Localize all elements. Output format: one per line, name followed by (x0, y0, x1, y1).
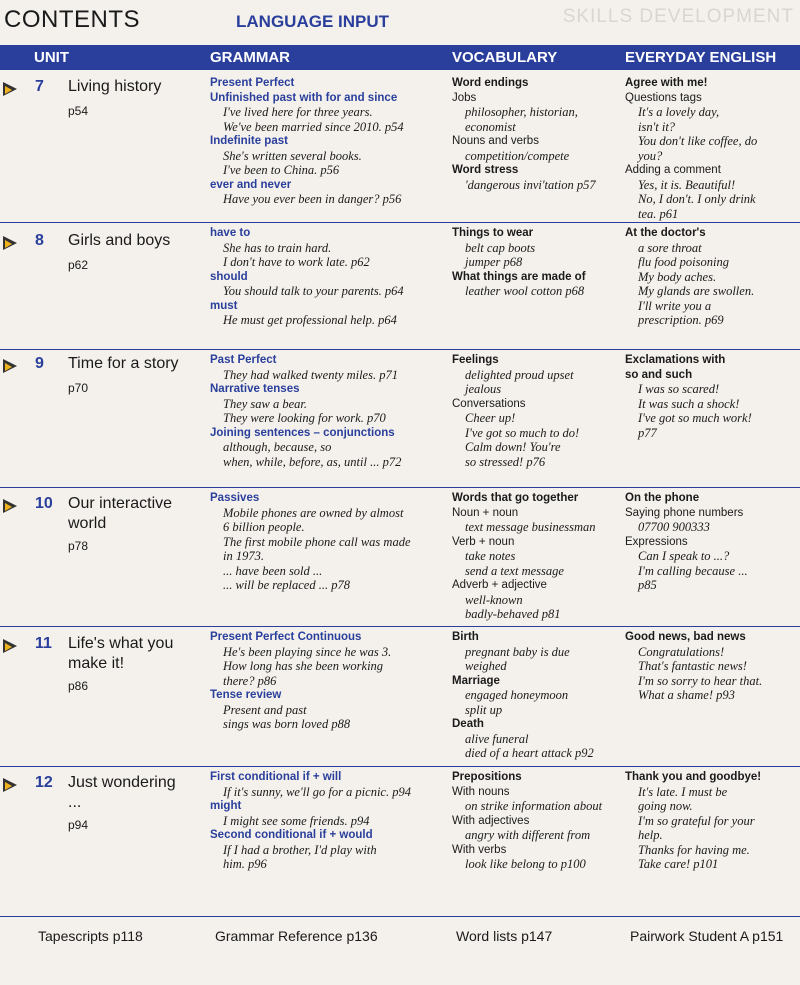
example-line: She has to train hard. (223, 240, 332, 255)
everyday-column (625, 226, 797, 328)
example-line: I've been to China. p56 (223, 163, 340, 177)
section-label: What things are made of (452, 270, 586, 283)
example-line: p77 (638, 425, 657, 440)
example-line: He's been playing since he was 3. (223, 644, 392, 659)
section-label: Death (452, 718, 484, 730)
example-line: The first mobile phone call was made (223, 534, 411, 549)
vocab-column (452, 76, 617, 192)
example-line: died of a heart attack p92 (465, 746, 594, 760)
example-line: flu food poisoning (638, 255, 729, 269)
example-line: p85 (638, 578, 657, 592)
grammar-column (210, 76, 445, 207)
example-line: there? p86 (223, 673, 277, 688)
everyday-column (625, 491, 797, 593)
example-line: They saw a bear. (223, 396, 308, 411)
section-label: Adding a comment (625, 164, 721, 176)
section-label: should (210, 270, 248, 283)
example-line: leather wool cotton p68 (465, 284, 585, 298)
example-line: prescription. p69 (638, 313, 724, 327)
section-label: Adverb + adjective (452, 579, 547, 591)
example-line: Can I speak to ...? (638, 549, 730, 563)
unit-title[interactable]: Life's what you make it! (68, 635, 174, 672)
example-line: alive funeral (465, 731, 529, 746)
example-line: It's late. I must be (638, 784, 728, 799)
example-line: They were looking for work. p70 (223, 411, 386, 425)
unit-number: 10 (35, 495, 53, 512)
example-line: well-known (465, 592, 523, 607)
example-line: isn't it? (638, 119, 676, 134)
vocab-column (452, 770, 617, 872)
section-label: With adjectives (452, 814, 530, 827)
example-line: If I had a brother, I'd play with (223, 842, 377, 857)
example-line: I was so scared! (638, 382, 720, 396)
footer-pairwork[interactable]: Pairwork Student A p151 (630, 928, 784, 944)
unit-marker-icon (3, 236, 17, 250)
section-label: Passives (210, 492, 260, 504)
example-line: competition/compete (465, 148, 570, 163)
section-label: Verb + noun (452, 535, 515, 548)
example-line: Mobile phones are owned by almost (223, 505, 404, 520)
vocab-column (452, 353, 617, 469)
example-line: It's a lovely day, (638, 105, 720, 119)
everyday-column (625, 770, 797, 872)
unit-page: p62 (68, 258, 89, 272)
example-line: take notes (465, 549, 516, 563)
unit-page: p54 (68, 104, 89, 118)
example-line: angry with different from (465, 828, 591, 842)
section-label: Word stress (452, 164, 519, 176)
example-line: No, I don't. I only drink (638, 192, 756, 206)
section-label: Unfinished past with for and since (210, 91, 398, 104)
section-label: Jobs (452, 91, 477, 104)
section-label: Questions tags (625, 91, 702, 104)
example-line: delighted proud upset (465, 367, 574, 382)
section-label: Indefinite past (210, 135, 288, 147)
unit-marker-icon (3, 499, 17, 513)
section-label: Past Perfect (210, 354, 277, 366)
section-label: Saying phone numbers (625, 506, 744, 519)
header-grammar: GRAMMAR (210, 49, 290, 66)
example-line: going now. (638, 799, 693, 813)
example-line: in 1973. (223, 549, 264, 563)
section-label: have to (210, 227, 251, 239)
example-line: 6 billion people. (223, 520, 305, 534)
section-label: Words that go together (452, 492, 579, 504)
example-line: 'dangerous invi'tation p57 (465, 177, 596, 192)
unit-marker-icon (3, 359, 17, 373)
skills-development-ghost: SKILLS DEVELOPMENT (562, 6, 794, 27)
unit-row (0, 72, 800, 223)
example-line: help. (638, 828, 663, 842)
example-line: sings was born loved p88 (223, 717, 351, 731)
example-line: badly-behaved p81 (465, 607, 561, 621)
section-label: Second conditional if + would (210, 829, 373, 841)
example-line: ... will be replaced ... p78 (223, 578, 350, 592)
unit-title[interactable]: Girls and boys (68, 232, 171, 249)
example-line: I've got so much work! (638, 411, 752, 425)
column-header-bar (0, 45, 800, 70)
vocab-column (452, 630, 617, 761)
example-line: split up (465, 702, 503, 717)
example-line: engaged honeymoon (465, 688, 569, 702)
example-line: a sore throat (638, 240, 702, 255)
section-label: Good news, bad news (625, 631, 746, 643)
unit-row (0, 487, 800, 627)
section-label: Birth (452, 631, 479, 643)
section-label: Nouns and verbs (452, 135, 539, 147)
grammar-column (210, 770, 445, 872)
unit-page: p70 (68, 381, 89, 395)
example-line: I don't have to work late. p62 (223, 255, 370, 269)
footer-word-lists[interactable]: Word lists p147 (456, 928, 553, 944)
example-line: How long has she been working (223, 659, 384, 673)
example-line: I'm so grateful for your (638, 813, 755, 828)
contents-title: CONTENTS (4, 6, 140, 33)
footer-tapescripts[interactable]: Tapescripts p118 (38, 928, 143, 944)
example-line: although, because, so (223, 440, 332, 454)
example-line: You don't like coffee, do (638, 134, 758, 148)
unit-number: 12 (35, 774, 53, 791)
grammar-column (210, 226, 445, 328)
example-line: text message businessman (465, 520, 596, 534)
unit-page: p94 (68, 818, 89, 832)
example-line: ... have been sold ... (223, 563, 323, 578)
unit-row (0, 626, 800, 767)
section-label: Thank you and goodbye! (625, 771, 762, 783)
unit-page: p86 (68, 679, 89, 693)
section-label: Present Perfect (210, 77, 295, 89)
unit-marker-icon (3, 639, 17, 653)
section-label: On the phone (625, 492, 700, 504)
example-line: philosopher, historian, (465, 105, 578, 119)
example-line: My glands are swollen. (638, 284, 755, 298)
section-label: Noun + noun (452, 506, 519, 519)
grammar-column (210, 353, 445, 469)
unit-title[interactable]: Living history (68, 78, 162, 95)
unit-marker-icon (3, 778, 17, 792)
example-line: I'm calling because ... (638, 563, 748, 578)
example-line: Cheer up! (465, 411, 516, 425)
vocab-column (452, 226, 617, 299)
grammar-column (210, 491, 445, 593)
example-line: him. p96 (223, 857, 267, 871)
section-label: With nouns (452, 785, 510, 798)
unit-number: 8 (35, 232, 44, 249)
example-line: economist (465, 119, 516, 134)
header-unit: UNIT (34, 49, 69, 66)
example-line: They had walked twenty miles. p71 (223, 367, 398, 382)
section-label: Narrative tenses (210, 383, 300, 395)
example-line: jealous (465, 382, 502, 396)
header-everyday-english: EVERYDAY ENGLISH (625, 49, 777, 66)
unit-title[interactable]: Just wondering ... (68, 774, 176, 811)
unit-marker-icon (3, 82, 17, 96)
unit-row (0, 766, 800, 917)
example-line: Present and past (223, 702, 307, 717)
section-label: Exclamations with (625, 354, 726, 366)
everyday-column (625, 76, 797, 221)
example-line: I'm so sorry to hear that. (638, 673, 763, 688)
vocab-column (452, 491, 617, 622)
section-label: Present Perfect Continuous (210, 631, 362, 643)
footer-grammar-reference[interactable]: Grammar Reference p136 (215, 928, 378, 944)
section-label: Tense review (210, 689, 282, 701)
example-line: My body aches. (638, 269, 717, 284)
example-line: tea. p61 (638, 206, 679, 221)
section-label: Prepositions (452, 771, 522, 783)
unit-number: 11 (35, 635, 52, 652)
example-line: 07700 900333 (638, 520, 710, 534)
unit-page: p78 (68, 539, 89, 553)
section-label: First conditional if + will (210, 771, 342, 783)
section-label: Things to wear (452, 227, 534, 239)
example-line: What a shame! p93 (638, 688, 735, 702)
example-line: I might see some friends. p94 (223, 813, 370, 828)
example-line: If it's sunny, we'll go for a picnic. p94 (223, 784, 411, 799)
section-label: Feelings (452, 354, 499, 366)
unit-title[interactable]: Our interactive world (68, 495, 173, 532)
everyday-column (625, 630, 797, 703)
page-top (0, 0, 800, 44)
section-label: Expressions (625, 535, 688, 548)
section-label: At the doctor's (625, 227, 706, 239)
section-label: might (210, 800, 242, 812)
example-line: send a text message (465, 563, 564, 578)
everyday-column (625, 353, 797, 440)
grammar-column (210, 630, 445, 732)
language-input-title: LANGUAGE INPUT (236, 12, 389, 31)
example-line: look like belong to p100 (465, 857, 586, 871)
example-line: belt cap boots (465, 240, 536, 255)
example-line: She's written several books. (223, 148, 362, 163)
example-line: on strike information about (465, 799, 603, 813)
example-line: jumper p68 (465, 255, 523, 269)
example-line: you? (638, 148, 663, 163)
example-line: I've lived here for three years. (223, 105, 373, 119)
example-line: Calm down! You're (465, 440, 561, 454)
example-line: Thanks for having me. (638, 842, 750, 857)
example-line: Take care! p101 (638, 857, 719, 871)
unit-title[interactable]: Time for a story (68, 355, 179, 372)
example-line: Have you ever been in danger? p56 (223, 192, 402, 206)
section-label: ever and never (210, 178, 292, 191)
section-label: Marriage (452, 674, 500, 687)
example-line: We've been married since 2010. p54 (223, 119, 404, 134)
example-line: Congratulations! (638, 644, 725, 659)
header-vocabulary: VOCABULARY (452, 49, 558, 66)
example-line: so stressed! p76 (465, 454, 546, 469)
section-label: so and such (625, 368, 693, 381)
unit-number: 9 (35, 355, 44, 372)
section-label: Joining sentences – conjunctions (210, 426, 395, 439)
unit-number: 7 (35, 78, 44, 95)
example-line: You should talk to your parents. p64 (223, 284, 404, 298)
example-line: pregnant baby is due (465, 644, 570, 659)
section-label: Agree with me! (625, 77, 708, 89)
section-label: Word endings (452, 77, 529, 89)
example-line: I'll write you a (638, 298, 712, 313)
example-line: weighed (465, 659, 507, 673)
example-line: I've got so much to do! (465, 425, 580, 440)
example-line: It was such a shock! (638, 396, 740, 411)
example-line: when, while, before, as, until ... p72 (223, 454, 402, 469)
section-label: With verbs (452, 843, 507, 856)
example-line: That's fantastic news! (638, 659, 747, 673)
unit-row (0, 222, 800, 350)
example-line: He must get professional help. p64 (223, 313, 397, 327)
example-line: Yes, it is. Beautiful! (638, 177, 736, 192)
section-label: Conversations (452, 397, 526, 410)
unit-row (0, 349, 800, 488)
section-label: must (210, 299, 238, 312)
